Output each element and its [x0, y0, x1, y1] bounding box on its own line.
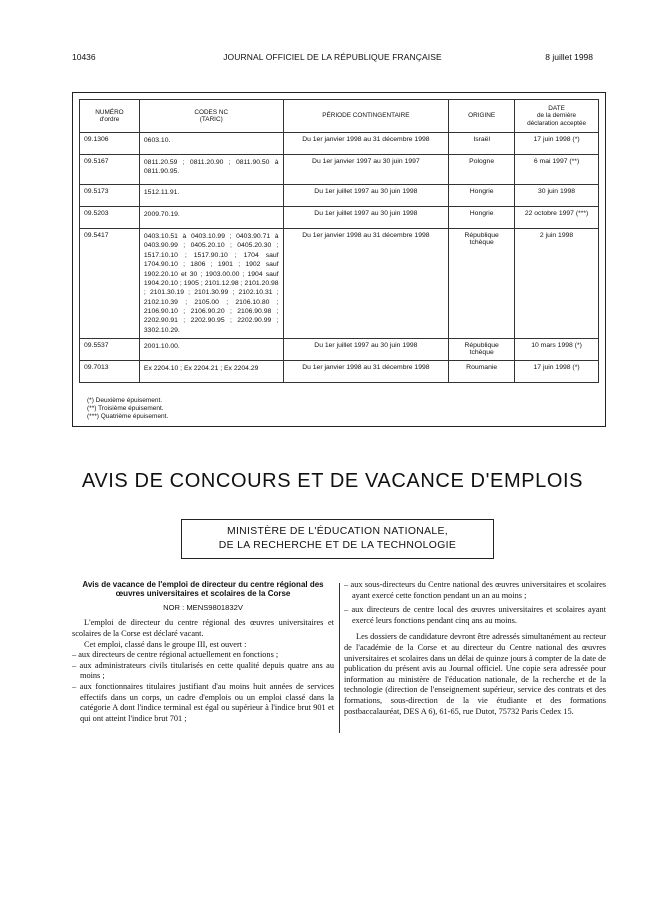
article-intro-2: Cet emploi, classé dans le groupe III, est ouvert : — [84, 639, 247, 649]
list-item: – aux directeurs de centre régional actuellement en fonctions ; — [72, 650, 279, 660]
cell-codes: 0603.10. — [139, 133, 283, 155]
cell-codes: 2009.70.19. — [139, 207, 283, 229]
cell-date: 17 juin 1998 (*) — [515, 361, 599, 383]
cell-periode: Du 1er janvier 1998 au 31 décembre 1998 — [283, 361, 449, 383]
list-item: – aux fonctionnaires titulaires justifiant d'au moins huit années de services effectifs dans un corps, un cadre d'emplois ou un emploi classé dans la catégorie A dont l'indice terminal est égal ou supérieur à l'indice brut 901 et qui ont atteint l'indice brut 701 ; — [72, 681, 334, 723]
note-3: (***) Quatrième épuisement. — [87, 412, 169, 420]
page-number: 10436 — [72, 52, 96, 62]
table-row — [80, 339, 599, 361]
cell-origine: Hongrie — [449, 185, 515, 207]
cell-date: 10 mars 1998 (*) — [515, 339, 599, 361]
cell-periode: Du 1er juillet 1997 au 30 juin 1998 — [283, 185, 449, 207]
cell-num: 09.7013 — [80, 361, 140, 383]
col-header-codes: CODES NC (TARIC) — [139, 100, 283, 133]
list-item: – aux sous-directeurs du Centre national des œuvres universitaires et scolaires ayant exercé cette fonction pendant un an au moins ; — [344, 580, 606, 600]
table-row — [80, 207, 599, 229]
cell-num: 09.5417 — [80, 229, 140, 339]
cell-origine: République tchèque — [449, 229, 515, 339]
article-intro-1: L'emploi de directeur du centre régional des œuvres universitaires et scolaires de la Corse est déclaré vacant. — [72, 618, 334, 638]
cell-num: 09.5167 — [80, 155, 140, 185]
cell-periode: Du 1er juillet 1997 au 30 juin 1998 — [283, 339, 449, 361]
cell-origine: Hongrie — [449, 207, 515, 229]
article-closing: Les dossiers de candidature devront être adressés simultanément au recteur de l'académie de la Corse et au directeur du Centre national des œuvres universitaires et scolaires dans un délai de quinze jours à compter de la date de publication du présent avis au Journal officiel. Une copie sera adressée pour information au ministère de l'éducation nationale, de la recherche et de la technologie (direction de l'enseignement supérieur, service des contrats et des formations, sous-direction de la vie étudiante et des formations postbaccalauréat, DES A 6), 61-65, rue Dutot, 75732 Paris Cedex 15. — [344, 632, 606, 716]
ministry-line-2: DE LA RECHERCHE ET DE LA TECHNOLOGIE — [218, 540, 457, 551]
quota-table — [79, 99, 599, 383]
table-row — [80, 229, 599, 339]
cell-num: 09.5173 — [80, 185, 140, 207]
table-notes — [87, 397, 168, 420]
article-title: Avis de vacance de l'emploi de directeur du centre régional des œuvres universitaires et scolaires de la Corse — [82, 580, 324, 599]
cell-codes: 0403.10.51 à 0403.10.99 ; 0403.90.71 à 0403.90.99 ; 0405.20.10 ; 0405.20.30 ; 1517.10.10 ; 1517.90.10 ; 1704 sauf 1704.90.10 ; 1806 ; 1901 ; 1902 sauf 1902.20.10 et 30 ; 1903.00.00 ; 1904 sauf 1904.20.10 ; 1905 ; 2101.12.98 ; 2101.20.98 ; 2101.30.19 ; 2101.30.99 ; 2102.10.31 ; 2102.10.39 ; 2105.00 ; 2106.10.80 ; 2106.90.10 ; 2106.90.20 ; 2106.90.98 ; 2202.90.91 ; 2202.90.95 ; 2202.90.99 ; 3302.10.29. — [139, 229, 283, 339]
table-row — [80, 155, 599, 185]
table-row — [80, 361, 599, 383]
table-header-row — [80, 100, 599, 133]
cell-codes: Ex 2204.10 ; Ex 2204.21 ; Ex 2204.29 — [139, 361, 283, 383]
col-header-numero: NUMÉRO d'ordre — [80, 100, 140, 133]
page-header — [72, 52, 593, 66]
cell-origine: Pologne — [449, 155, 515, 185]
column-divider — [339, 583, 340, 733]
cell-periode: Du 1er janvier 1997 au 30 juin 1997 — [283, 155, 449, 185]
cell-num: 09.5203 — [80, 207, 140, 229]
ministry-box — [181, 519, 494, 559]
issue-date: 8 juillet 1998 — [545, 52, 593, 62]
cell-periode: Du 1er juillet 1997 au 30 juin 1998 — [283, 207, 449, 229]
cell-origine: Israël — [449, 133, 515, 155]
note-1: (*) Deuxième épuisement. — [87, 397, 163, 404]
cell-codes: 1512.11.91. — [139, 185, 283, 207]
article-left-column — [72, 580, 334, 724]
list-item: – aux administrateurs civils titularisés en cette qualité depuis quatre ans au moins ; — [72, 660, 334, 681]
col-header-origine: ORIGINE — [449, 100, 515, 133]
quota-table-frame — [72, 92, 606, 427]
nor-reference: NOR : MENS9801832V — [163, 602, 243, 612]
cell-codes: 2001.10.00. — [139, 339, 283, 361]
cell-origine: Roumanie — [449, 361, 515, 383]
cell-periode: Du 1er janvier 1998 au 31 décembre 1998 — [283, 229, 449, 339]
cell-num: 09.5537 — [80, 339, 140, 361]
cell-date: 30 juin 1998 — [515, 185, 599, 207]
section-title: AVIS DE CONCOURS ET DE VACANCE D'EMPLOIS — [81, 470, 584, 492]
cell-codes: 0811.20.59 ; 0811.20.90 ; 0811.90.50 à 0811.90.95. — [139, 155, 283, 185]
journal-title: JOURNAL OFFICIEL DE LA RÉPUBLIQUE FRANÇAISE — [223, 52, 442, 62]
cell-date: 22 octobre 1997 (***) — [515, 207, 599, 229]
article-right-column — [344, 580, 606, 717]
col-header-periode: PÉRIODE CONTINGENTAIRE — [283, 100, 449, 133]
cell-date: 17 juin 1998 (*) — [515, 133, 599, 155]
table-row — [80, 185, 599, 207]
cell-num: 09.1306 — [80, 133, 140, 155]
cell-periode: Du 1er janvier 1998 au 31 décembre 1998 — [283, 133, 449, 155]
note-2: (**) Troisième épuisement. — [87, 404, 164, 412]
cell-date: 2 juin 1998 — [515, 229, 599, 339]
table-row — [80, 133, 599, 155]
list-item: – aux directeurs de centre local des œuvres universitaires et scolaires ayant exercé leurs fonctions pendant cinq ans au moins. — [344, 605, 606, 625]
cell-date: 6 mai 1997 (**) — [515, 155, 599, 185]
ministry-line-1: MINISTÈRE DE L'ÉDUCATION NATIONALE, — [226, 526, 449, 537]
col-header-date: DATE de la dernière déclaration acceptée — [515, 100, 599, 133]
cell-origine: République tchèque — [449, 339, 515, 361]
